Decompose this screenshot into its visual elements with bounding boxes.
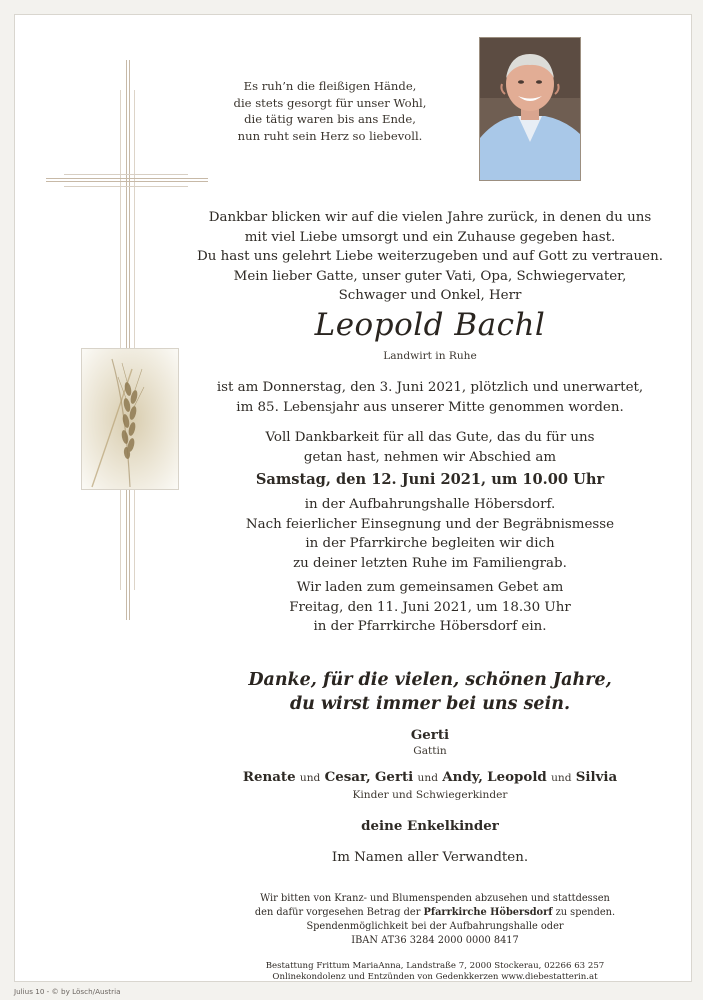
prayer-line: Wir laden zum gemeinsamen Gebet am bbox=[296, 580, 564, 595]
donation-note bbox=[200, 892, 670, 948]
portrait-illustration bbox=[480, 38, 580, 180]
deceased-title: Landwirt in Ruhe bbox=[383, 350, 477, 362]
cross-vertical-line-left bbox=[120, 90, 121, 590]
death-notice-line: im 85. Lebensjahr aus unserer Mitte genommen worden. bbox=[236, 399, 624, 415]
intro-text bbox=[190, 208, 670, 306]
portrait-photo bbox=[479, 37, 581, 181]
funeral-date: Samstag, den 12. Juni 2021, um 10.00 Uhr bbox=[255, 471, 605, 488]
spouse-name: Gerti bbox=[410, 727, 450, 743]
donation-line bbox=[200, 906, 670, 920]
connector: und bbox=[551, 772, 572, 784]
intro-line: Mein lieber Gatte, unser guter Vati, Opa, Schwiegervater, bbox=[233, 268, 627, 284]
child-name: Renate bbox=[242, 769, 296, 785]
thanks-line: Danke, für die vielen, schönen Jahre, bbox=[248, 670, 612, 690]
cross-vertical-beam bbox=[126, 60, 130, 620]
farewell-line: Voll Dankbarkeit für all das Gute, das du für uns bbox=[265, 430, 595, 445]
child-name: Andy, bbox=[442, 769, 483, 785]
donation-text: zu spenden. bbox=[552, 907, 616, 918]
poem-verse bbox=[230, 78, 430, 144]
verse-line: die tätig waren bis ans Ende, bbox=[244, 112, 416, 126]
cross-horizontal-line-top bbox=[64, 174, 188, 175]
donation-text: den dafür vorgesehen Betrag der bbox=[254, 907, 424, 918]
thanks-quote bbox=[190, 668, 670, 716]
death-notice bbox=[190, 378, 670, 417]
prayer-line: in der Pfarrkirche Höbersdorf ein. bbox=[313, 619, 547, 635]
undertaker-line: Onlinekondolenz und Entzünden von Gedenkkerzen www.diebestatterin.at bbox=[272, 972, 598, 982]
undertaker-info bbox=[200, 961, 670, 983]
undertaker-line: Bestattung Frittum MariaAnna, Landstraße 7, 2000 Stockerau, 02266 63 257 bbox=[265, 961, 605, 971]
funeral-detail-line: in der Aufbahrungshalle Höbersdorf. bbox=[304, 497, 556, 512]
children-names bbox=[190, 769, 670, 785]
donation-recipient: Pfarrkirche Höbersdorf bbox=[423, 907, 553, 918]
intro-line: Schwager und Onkel, Herr bbox=[338, 288, 522, 304]
prayer-invitation bbox=[190, 578, 670, 637]
donation-iban: IBAN AT36 3284 2000 0000 8417 bbox=[351, 935, 519, 946]
spouse-role: Gattin bbox=[413, 745, 447, 757]
child-name: Cesar, bbox=[324, 769, 371, 785]
verse-line: Es ruh’n die fleißigen Hände, bbox=[243, 79, 417, 93]
grandchildren: deine Enkelkinder bbox=[361, 818, 499, 834]
funeral-detail-line: Nach feierlicher Einsegnung und der Begräbnismesse bbox=[245, 516, 615, 532]
relatives-line: Im Namen aller Verwandten. bbox=[331, 850, 529, 865]
farewell-text bbox=[190, 428, 670, 467]
cross-horizontal-beam bbox=[46, 178, 208, 182]
intro-line: mit viel Liebe umsorgt und ein Zuhause gegeben hast. bbox=[244, 229, 616, 245]
child-name: Gerti bbox=[374, 769, 414, 785]
intro-line: Dankbar blicken wir auf die vielen Jahre zurück, in denen du uns bbox=[208, 210, 652, 225]
verse-line: die stets gesorgt für unser Wohl, bbox=[233, 95, 427, 110]
wheat-illustration bbox=[82, 349, 178, 489]
verse-line: nun ruht sein Herz so liebevoll. bbox=[237, 128, 423, 143]
death-notice-line: ist am Donnerstag, den 3. Juni 2021, plötzlich und unerwartet, bbox=[216, 380, 644, 395]
donation-line: Wir bitten von Kranz- und Blumenspenden abzusehen und stattdessen bbox=[260, 893, 610, 904]
thanks-line: du wirst immer bei uns sein. bbox=[289, 694, 571, 714]
cross-horizontal-line-bottom bbox=[64, 186, 188, 187]
child-name: Silvia bbox=[575, 769, 618, 785]
wheat-ear-image bbox=[81, 348, 179, 490]
template-code: Julius 10 - © by Lösch/Austria bbox=[14, 987, 121, 996]
funeral-detail-line: in der Pfarrkirche begleiten wir dich bbox=[305, 536, 555, 552]
funeral-details bbox=[190, 495, 670, 573]
connector: und bbox=[299, 772, 321, 784]
funeral-detail-line: zu deiner letzten Ruhe im Familiengrab. bbox=[293, 555, 567, 571]
child-name: Leopold bbox=[487, 769, 547, 785]
connector: und bbox=[417, 772, 438, 784]
prayer-line: Freitag, den 11. Juni 2021, um 18.30 Uhr bbox=[289, 599, 571, 615]
farewell-line: getan hast, nehmen wir Abschied am bbox=[303, 449, 557, 465]
intro-line: Du hast uns gelehrt Liebe weiterzugeben und auf Gott zu vertrauen. bbox=[197, 249, 663, 265]
cross-vertical-line-right bbox=[134, 90, 135, 590]
deceased-name: Leopold Bachl bbox=[314, 307, 546, 343]
children-role: Kinder und Schwiegerkinder bbox=[352, 789, 508, 801]
donation-line: Spendenmöglichkeit bei der Aufbahrungshalle oder bbox=[306, 921, 564, 932]
